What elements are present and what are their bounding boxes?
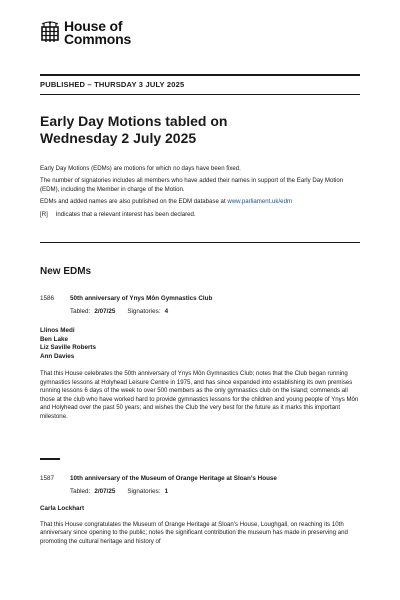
signer-name[interactable]: Ben Lake [40, 335, 68, 343]
tabled-value: 2/07/25 [94, 308, 116, 315]
signatories-value: 4 [164, 308, 169, 315]
edm-signatories [127, 308, 168, 316]
intro-paragraph-1: Early Day Motions (EDMs) are motions for which no days have been fixed. [40, 165, 241, 172]
edm-item [40, 475, 362, 546]
edm-title[interactable]: 50th anniversary of Ynys Môn Gymnastics Club [70, 295, 213, 302]
interest-tag-description: Indicates that a relevant interest has been declared. [55, 210, 196, 218]
signer-name[interactable]: Carla Lockhart [40, 505, 85, 512]
interest-tag: [R] [40, 210, 48, 218]
edm-header [40, 475, 362, 483]
section-title: New EDMs [40, 266, 92, 277]
intro-rule [40, 242, 360, 243]
intro-paragraph-4 [40, 211, 362, 219]
intro-paragraph-3 [40, 198, 362, 206]
logo-line-2: Commons [64, 31, 132, 47]
edm-text: That this House celebrates the 50th anniversary of Ynys Môn Gymnastics Club; notes that the Club began running gymnastics lessons at Holyhead Leisure Centre in 1975, and has since expanded into establishing its own premises running lessons 6 days of the week to over 500 members as the only gymnastics club on the island; commends all those at the club who have worked hard to provide gymnastics lessons for the children and young people of Ynys Môn and Holyhead over the past 50 years; and wishes the Club the very best for the future as it marks this important milestone. [40, 370, 359, 420]
edm-number: 1587 [40, 475, 55, 482]
edm-signatories [127, 488, 168, 496]
signer-name[interactable]: Liz Saville Roberts [40, 344, 96, 352]
tabled-label: Tabled: [70, 488, 91, 495]
top-rule [40, 74, 360, 76]
page-title [40, 113, 360, 147]
edm-text: That this House congratulates the Museum of Orange Heritage at Sloan’s House, Loughgall, on reaching its 10th anniversary since opening to the public; notes the significant contribution the museum has made in preserving and promoting the cultural heritage and history of [40, 520, 348, 545]
signer-name[interactable]: Ann Davies [40, 352, 75, 360]
logo-wordmark [64, 20, 131, 46]
signer-list [40, 327, 362, 361]
edm-tabled [70, 308, 115, 316]
intro-paragraph-2: The number of signatories includes all members who have added their names in support of the Early Day Motion (EDM), including the Member in charge of the Motion. [40, 177, 344, 193]
edm-title[interactable]: 10th anniversary of the Museum of Orange Heritage at Sloan’s House [70, 475, 277, 482]
signatories-label: Signatories: [127, 488, 161, 495]
title-line-2: Wednesday 2 July 2025 [40, 130, 197, 146]
signer-name[interactable]: Llinos Medi [40, 327, 75, 334]
edm-number: 1586 [40, 295, 55, 302]
portcullis-icon [40, 21, 60, 43]
edm-header [40, 295, 362, 303]
edm-tabled [70, 488, 115, 496]
logo-line-1: House of [64, 18, 123, 34]
intro-database-text: EDMs and added names are also published on the EDM database at [40, 198, 228, 206]
edm-item [40, 295, 362, 421]
edm-database-link[interactable]: www.parliament.uk/edm [227, 198, 293, 206]
tabled-value: 2/07/25 [94, 488, 116, 495]
published-rule [40, 94, 360, 95]
house-of-commons-logo [40, 20, 131, 46]
tabled-label: Tabled: [70, 308, 91, 315]
signer-list [40, 505, 362, 514]
signatories-value: 1 [164, 488, 169, 495]
edm-meta [70, 308, 362, 316]
published-date: PUBLISHED – THURSDAY 3 JULY 2025 [40, 80, 185, 89]
title-line-1: Early Day Motions tabled on [40, 113, 228, 129]
intro-text [40, 165, 362, 223]
edm-meta [70, 488, 362, 496]
edm-separator [40, 458, 60, 460]
signatories-label: Signatories: [127, 308, 161, 315]
